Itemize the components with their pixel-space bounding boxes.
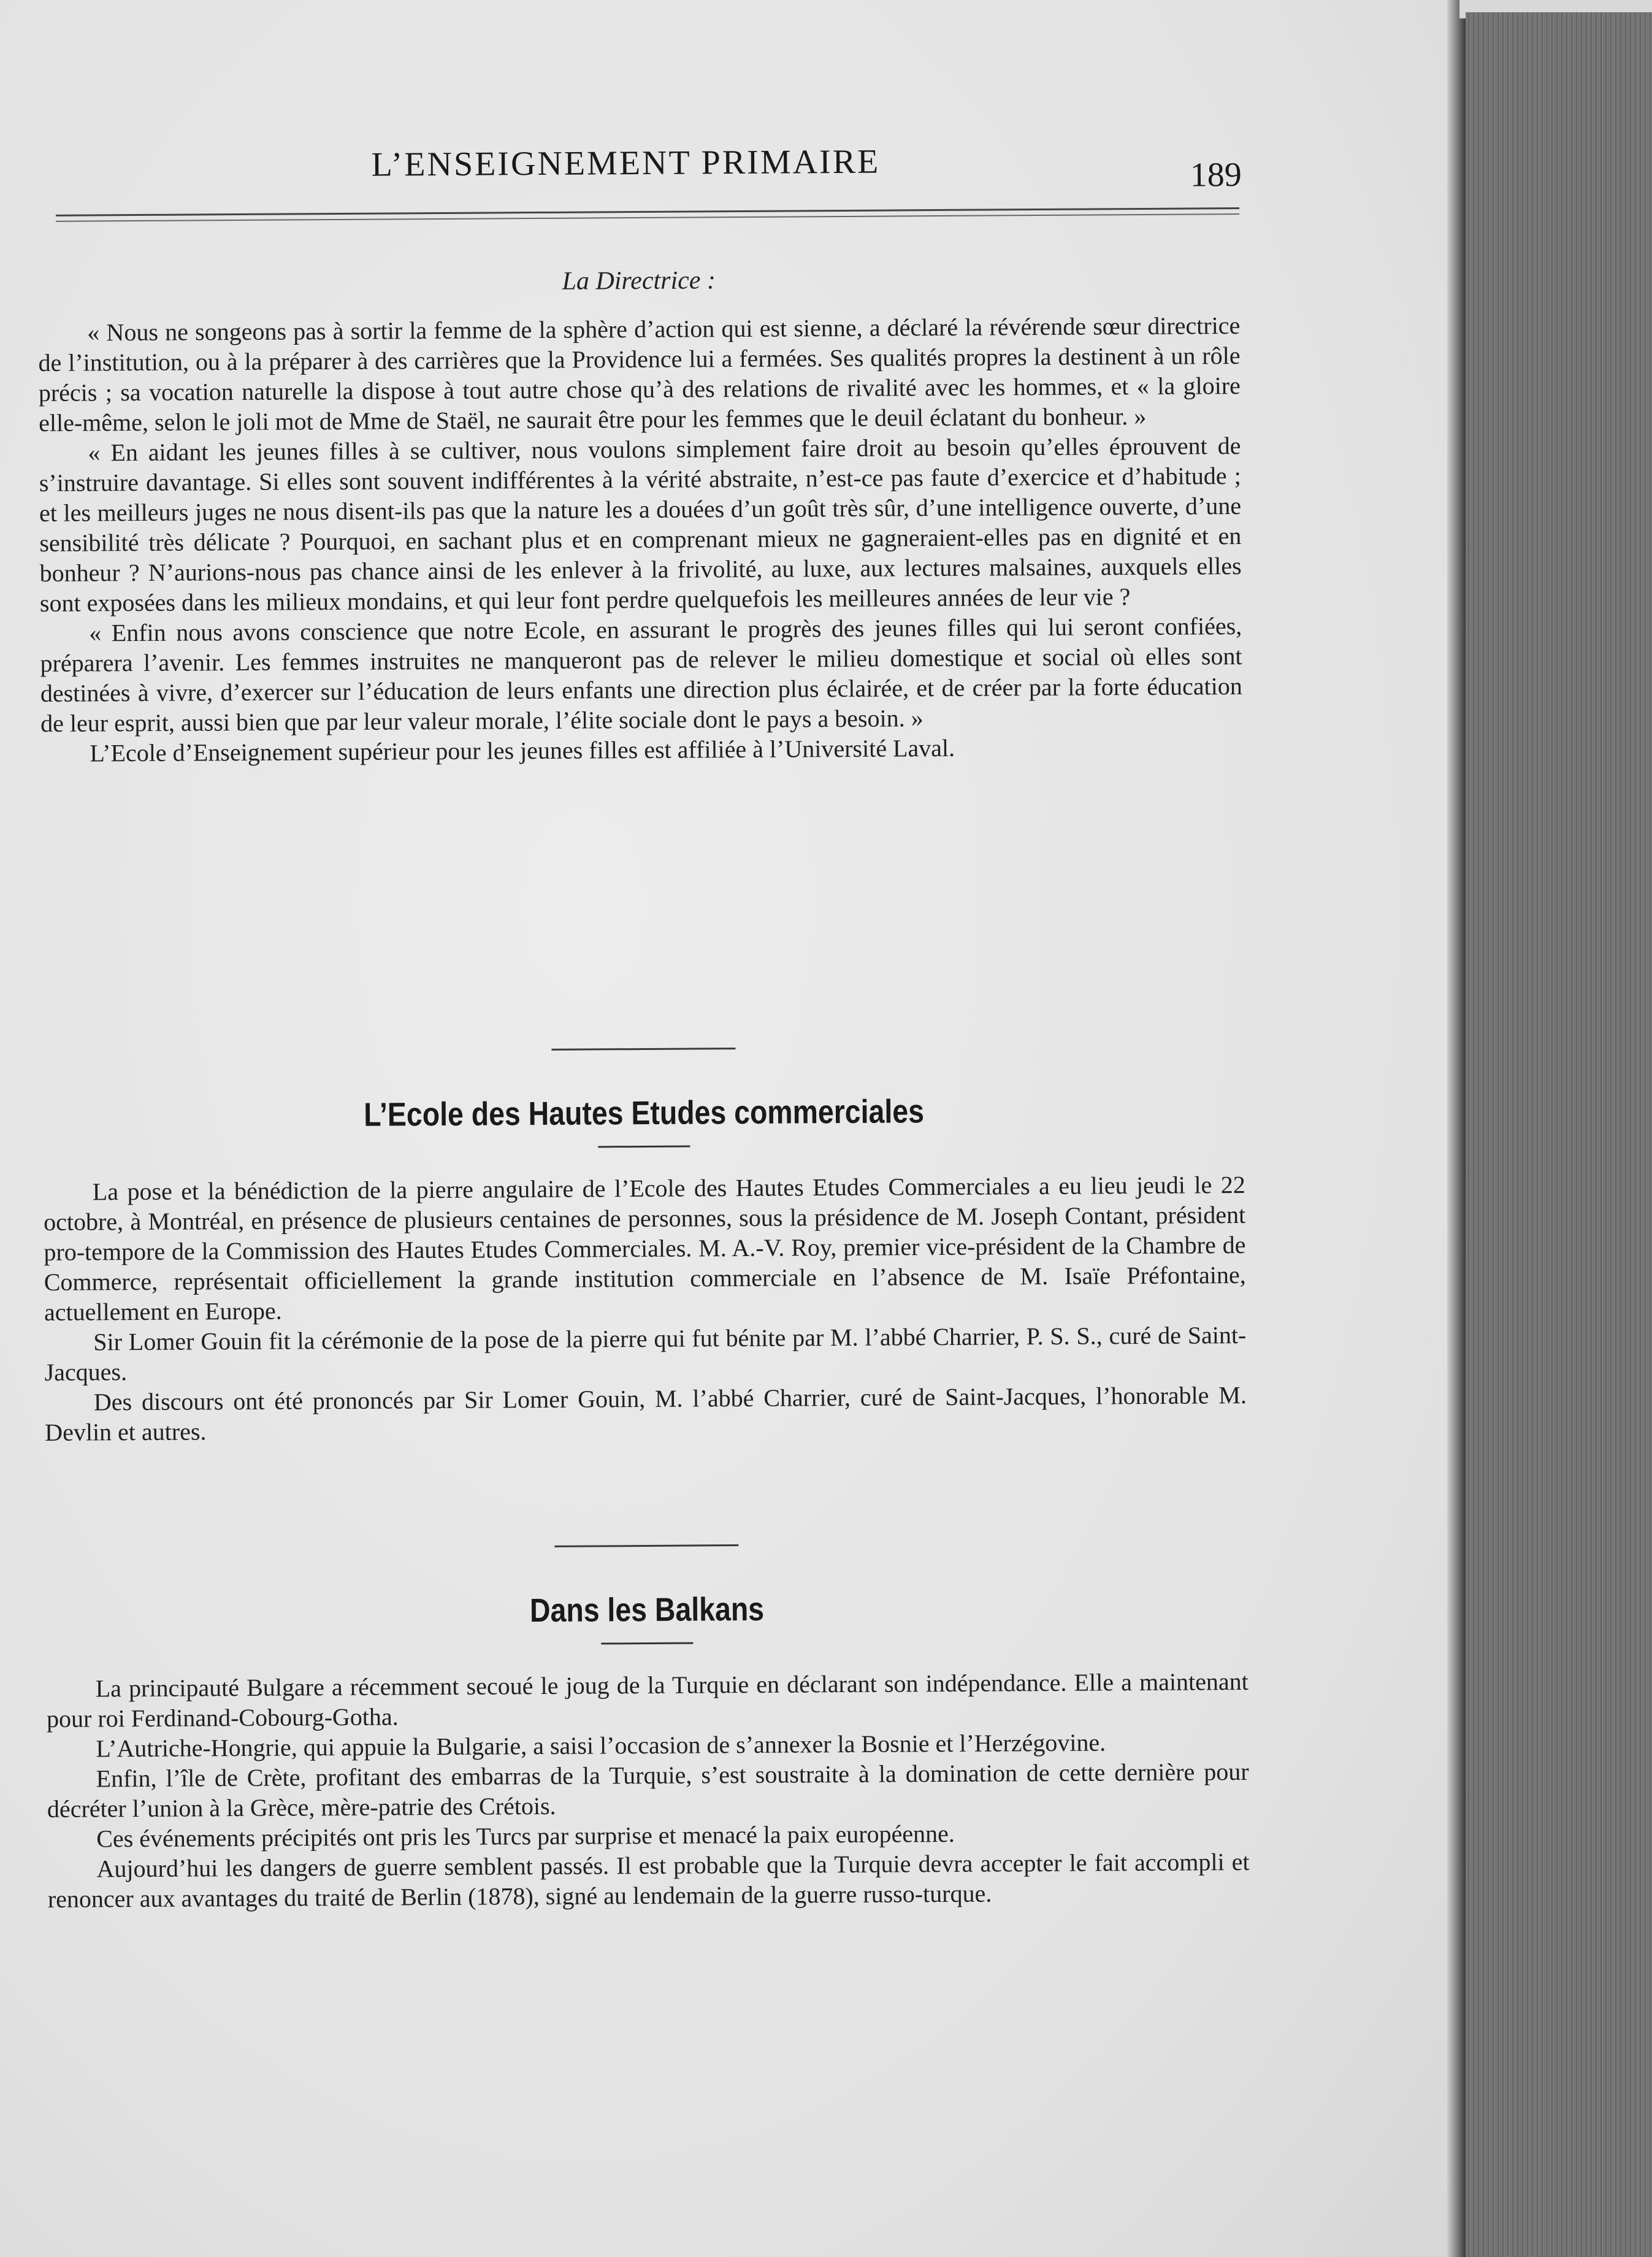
paragraph: Enfin, l’île de Crète, profitant des embarras de la Turquie, s’est soustraite à la domination de cette dernière pour décréter l’union à la Grèce, mère-patrie des Crétois. [47,1757,1249,1823]
paragraph: Ces événements précipités ont pris les Turcs par surprise et menacé la paix européenne. [96,1819,955,1853]
paragraph: Des discours ont été prononcés par Sir Lomer Gouin, M. l’abbé Charrier, curé de Saint-Jacques, l’honorable M. Devlin et autres. [45,1381,1247,1446]
book-page-edges [1466,12,1652,2257]
section-separator-rule [551,1048,735,1051]
paragraph: L’Ecole d’Enseignement supérieur pour les jeunes filles est affiliée à l’Université Laval. [90,734,955,767]
section-separator-rule [554,1544,738,1547]
paragraph: La principauté Bulgare a récemment secoué le joug de la Turquie en déclarant son indépendance. Elle a maintenant pour roi Ferdinand-Cobourg-Gotha. [46,1667,1249,1733]
paragraph: Sir Lomer Gouin fit la cérémonie de la pose de la pierre qui fut bénite par M. l’abbé Charrier, P. S. S., curé de Saint-Jacques. [44,1320,1247,1386]
separator-2 [45,1541,1247,1550]
title-underline-rule [601,1642,693,1645]
separator-1 [42,1044,1244,1054]
section-title: Dans les Balkans [529,1590,765,1630]
paragraph: « En aidant les jeunes filles à se cultiver, nous voulons simplement faire droit au besoin qu’elles éprouvent de s’instruire davantage. Si elles sont souvent indifférentes à la vérité abstraite, n’est-ce pas faute d’exercice et d’habitude ; et les meilleurs juges ne nous disent-ils pas que la nature les a douées d’un goût très sûr, d’une intelligence ouverte, d’une sensibilité très délicate ? Pourquoi, en sachant plus et en comprenant mieux ne gagneraient-elles pas en dignité et en bonheur ? N’aurions-nous pas chance ainsi de les enlever à la frivolité, au luxe, aux lectures malsaines, auxquels elles sont exposées dans les milieux mondains, et qui leur font perdre quelquefois les meilleures années de leur vie ? [39,432,1242,617]
paragraph: « Enfin nous avons conscience que notre Ecole, en assurant le progrès des jeunes filles qui lui seront confiées, préparera l’avenir. Les femmes instruites ne manqueront pas de relever le milieu domestique et social où elles sont destinées à vivre, d’exercer sur l’éducation de leurs enfants une direction plus éclairée, et de créer par la forte éducation de leur esprit, aussi bien que par leur valeur morale, l’élite sociale dont le pays a besoin. » [40,612,1242,737]
page-number: 189 [1190,156,1242,194]
page-header [37,97,1242,209]
paragraph: Aujourd’hui les dangers de guerre semblent passés. Il est probable que la Turquie devra accepter le fait accompli et renoncer aux avantages du traité de Berlin (1878), signé au lendemain de la guerre russo-turque. [47,1847,1250,1913]
running-title: L’ENSEIGNEMENT PRIMAIRE [371,142,881,184]
section-directrice [38,262,1243,768]
paragraph: La pose et la bénédiction de la pierre angulaire de l’Ecole des Hautes Etudes Commerciales a eu lieu jeudi le 22 octobre, à Montréal, en présence de plusieurs centaines de personnes, sous la présidence de M. Joseph Contant, président pro-tempore de la Commission des Hautes Etudes Commerciales. M. A.-V. Roy, premier vice-président de la Chambre de Commerce, représentait officiellement la grande institution commerciale en l’absence de M. Isaïe Préfontaine, actuellement en Europe. [43,1170,1246,1326]
page-content [37,97,1250,1913]
section-balkans [46,1587,1250,1914]
paragraph: L’Autriche-Hongrie, qui appuie la Bulgarie, a saisi l’occasion de s’annexer la Bosnie et l’Herzégovine. [96,1728,1106,1763]
page-gutter-shadow [1447,0,1466,2257]
section-hautes-etudes [43,1090,1247,1447]
title-underline-rule [598,1146,690,1148]
paragraph: « Nous ne songeons pas à sortir la femme de la sphère d’action qui est sienne, a déclaré la révérende sœur directrice de l’institution, ou à la préparer à des carrières que la Providence lui a fermées. Ses qualités propres la destinent à un rôle précis ; sa vocation naturelle la dispose à tout autre chose qu’à des relations de rivalité avec les hommes, et « la gloire elle-même, selon le joli mot de Mme de Staël, ne saurait être pour les femmes que le deuil éclatant du bonheur. » [38,312,1241,437]
section-title: L’Ecole des Hautes Etudes commerciales [364,1093,925,1133]
speaker-label: La Directrice : [562,266,716,296]
